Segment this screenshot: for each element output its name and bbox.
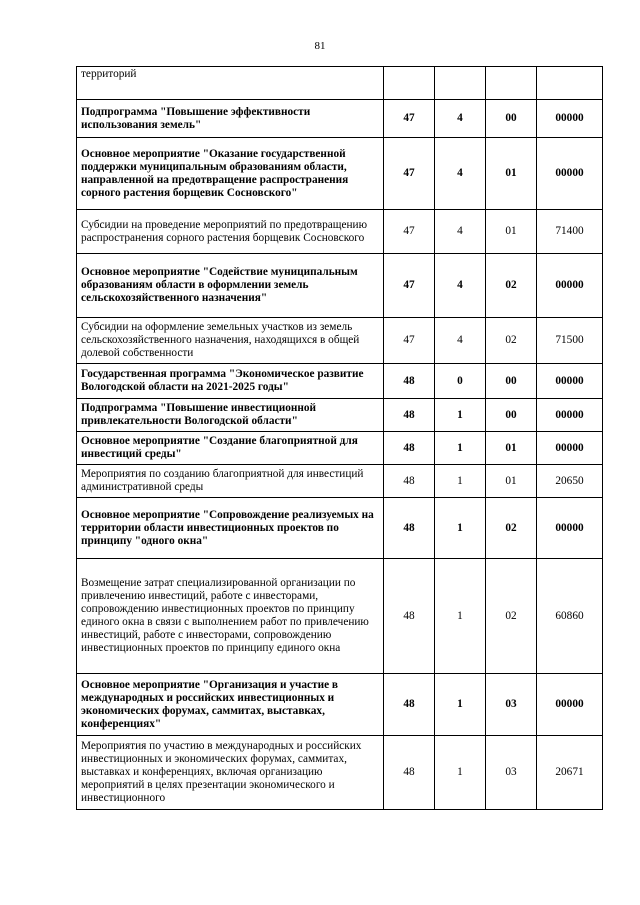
direction-code-cell: 00000 xyxy=(537,399,603,432)
event-code-cell: 01 xyxy=(486,210,537,254)
event-code-cell: 03 xyxy=(486,674,537,736)
budget-classification-table xyxy=(76,66,603,810)
program-code-cell: 47 xyxy=(384,138,435,210)
direction-code-cell: 20650 xyxy=(537,465,603,498)
direction-code-cell: 71500 xyxy=(537,318,603,364)
table-row xyxy=(77,100,603,138)
event-code-cell: 01 xyxy=(486,432,537,465)
event-code-cell xyxy=(486,67,537,100)
event-code-cell: 02 xyxy=(486,254,537,318)
program-code-cell: 48 xyxy=(384,432,435,465)
direction-code-cell: 20671 xyxy=(537,736,603,810)
subprogram-code-cell: 4 xyxy=(435,254,486,318)
program-code-cell: 48 xyxy=(384,465,435,498)
table-row xyxy=(77,736,603,810)
direction-code-cell: 60860 xyxy=(537,559,603,674)
table-row xyxy=(77,498,603,559)
event-code-cell: 00 xyxy=(486,364,537,399)
row-name-cell: Основное мероприятие "Организация и участие в международных и российских инвестиционных и экономических форумах, саммитах, выставках, конференциях" xyxy=(77,674,384,736)
subprogram-code-cell: 1 xyxy=(435,399,486,432)
program-code-cell: 47 xyxy=(384,210,435,254)
row-name-cell: Подпрограмма "Повышение инвестиционной привлекательности Вологодской области" xyxy=(77,399,384,432)
table-row xyxy=(77,674,603,736)
row-name-cell: Субсидии на проведение мероприятий по предотвращению распространения сорного растения борщевик Сосновского xyxy=(77,210,384,254)
event-code-cell: 01 xyxy=(486,465,537,498)
direction-code-cell: 00000 xyxy=(537,364,603,399)
program-code-cell: 48 xyxy=(384,399,435,432)
program-code-cell: 48 xyxy=(384,674,435,736)
event-code-cell: 00 xyxy=(486,100,537,138)
table-row xyxy=(77,364,603,399)
table-row xyxy=(77,432,603,465)
subprogram-code-cell: 4 xyxy=(435,100,486,138)
direction-code-cell: 71400 xyxy=(537,210,603,254)
row-name-cell: Возмещение затрат специализированной организации по привлечению инвестиций, работе с инвесторами, сопровождению инвестиционных проектов по принципу единого окна в связи с выполнением работ по привлечению инвестиций, работе с инвесторами, сопровождению инвестиционных проектов по принципу единого окна xyxy=(77,559,384,674)
row-name-cell: Основное мероприятие "Содействие муниципальным образованиям области в оформлении земель сельскохозяйственного назначения" xyxy=(77,254,384,318)
program-code-cell: 48 xyxy=(384,364,435,399)
page-number: 81 xyxy=(314,40,326,52)
table-row xyxy=(77,210,603,254)
subprogram-code-cell: 1 xyxy=(435,559,486,674)
subprogram-code-cell: 1 xyxy=(435,465,486,498)
row-name-cell: территорий xyxy=(77,67,384,100)
program-code-cell: 47 xyxy=(384,254,435,318)
subprogram-code-cell: 1 xyxy=(435,674,486,736)
row-name-cell: Основное мероприятие "Сопровождение реализуемых на территории области инвестиционных проектов по принципу "одного окна" xyxy=(77,498,384,559)
subprogram-code-cell: 4 xyxy=(435,138,486,210)
table-row xyxy=(77,465,603,498)
direction-code-cell: 00000 xyxy=(537,254,603,318)
program-code-cell: 47 xyxy=(384,318,435,364)
subprogram-code-cell: 0 xyxy=(435,364,486,399)
event-code-cell: 02 xyxy=(486,318,537,364)
subprogram-code-cell: 1 xyxy=(435,432,486,465)
direction-code-cell: 00000 xyxy=(537,674,603,736)
table-row xyxy=(77,399,603,432)
row-name-cell: Подпрограмма "Повышение эффективности использования земель" xyxy=(77,100,384,138)
direction-code-cell: 00000 xyxy=(537,138,603,210)
subprogram-code-cell: 4 xyxy=(435,210,486,254)
row-name-cell: Мероприятия по участию в международных и российских инвестиционных и экономических форумах, саммитах, выставках и конференциях, включая организацию мероприятий в целях презентации экономического и инвестиционного xyxy=(77,736,384,810)
row-name-cell: Основное мероприятие "Оказание государственной поддержки муниципальным образованиям области, направленной на предотвращение распространения сорного растения борщевик Сосновского" xyxy=(77,138,384,210)
table-row xyxy=(77,559,603,674)
direction-code-cell: 00000 xyxy=(537,432,603,465)
program-code-cell: 48 xyxy=(384,559,435,674)
event-code-cell: 03 xyxy=(486,736,537,810)
program-code-cell: 48 xyxy=(384,736,435,810)
subprogram-code-cell: 1 xyxy=(435,736,486,810)
direction-code-cell: 00000 xyxy=(537,100,603,138)
row-name-cell: Государственная программа "Экономическое развитие Вологодской области на 2021-2025 годы" xyxy=(77,364,384,399)
row-name-cell: Субсидии на оформление земельных участков из земель сельскохозяйственного назначения, находящихся в общей долевой собственности xyxy=(77,318,384,364)
event-code-cell: 02 xyxy=(486,498,537,559)
row-name-cell: Мероприятия по созданию благоприятной для инвестиций административной среды xyxy=(77,465,384,498)
table-row xyxy=(77,138,603,210)
table-row xyxy=(77,318,603,364)
event-code-cell: 01 xyxy=(486,138,537,210)
subprogram-code-cell: 1 xyxy=(435,498,486,559)
direction-code-cell xyxy=(537,67,603,100)
program-code-cell: 48 xyxy=(384,498,435,559)
subprogram-code-cell xyxy=(435,67,486,100)
table-row xyxy=(77,254,603,318)
program-code-cell xyxy=(384,67,435,100)
table-row xyxy=(77,67,603,100)
event-code-cell: 00 xyxy=(486,399,537,432)
row-name-cell: Основное мероприятие "Создание благоприятной для инвестиций среды" xyxy=(77,432,384,465)
event-code-cell: 02 xyxy=(486,559,537,674)
subprogram-code-cell: 4 xyxy=(435,318,486,364)
program-code-cell: 47 xyxy=(384,100,435,138)
direction-code-cell: 00000 xyxy=(537,498,603,559)
